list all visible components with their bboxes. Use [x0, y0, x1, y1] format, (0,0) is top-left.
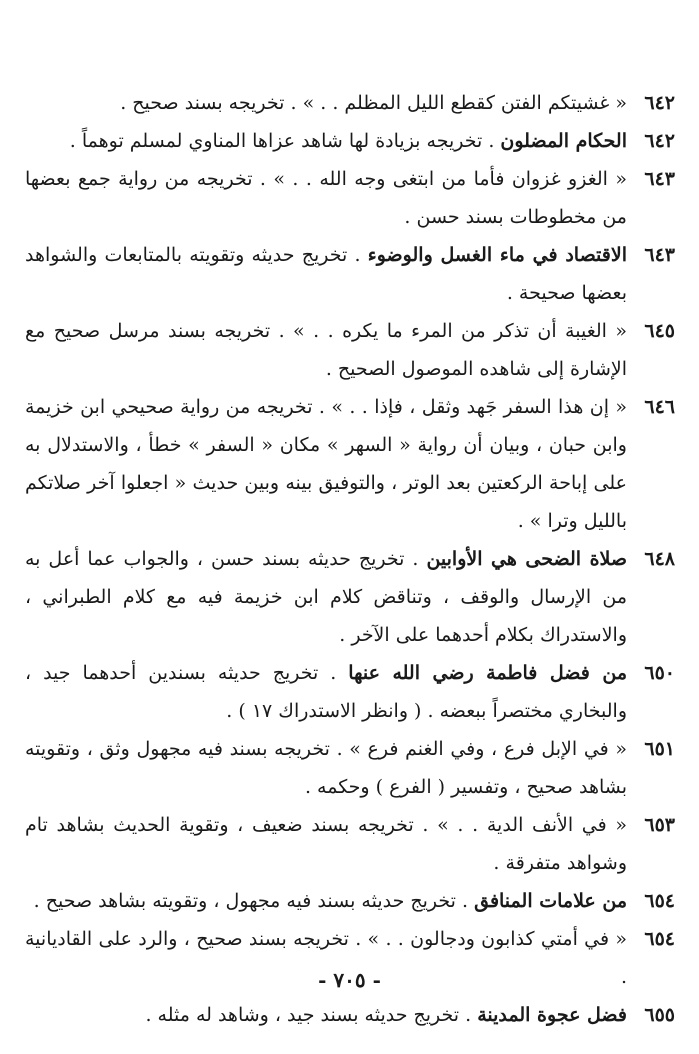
entry-text: [25, 730, 627, 806]
entry-heading: الحكام المضلون: [500, 130, 627, 152]
entry-description: . تخريج حديثه بسندين أحدهما جيد ، والبخاري مختصراً ببعضه . ( وانظر الاستدراك ١٧ ) .: [25, 662, 627, 722]
index-entry: [25, 236, 675, 312]
entry-number: ٦٥١: [644, 738, 675, 760]
entry-description: « غشيتكم الفتن كقطع الليل المظلم . . » . تخريجه بسند صحيح .: [120, 92, 627, 114]
entry-text: [25, 160, 627, 236]
entry-number: ٦٤٢: [644, 92, 675, 114]
index-entry: [25, 654, 675, 730]
entry-description: « الغيبة أن تذكر من المرء ما يكره . . » . تخريجه بسند مرسل صحيح مع الإشارة إلى شاهده الموصول الصحيح .: [25, 320, 627, 380]
entry-number: ٦٤٥: [644, 320, 675, 342]
page-number: - ٧٠٥ -: [318, 968, 381, 992]
entry-description: « في الإبل فرع ، وفي الغنم فرع » . تخريجه بسند فيه مجهول وثق ، وتقويته بشاهد صحيح ، وتفسير ( الفرع ) وحكمه .: [25, 738, 627, 798]
index-entry: [25, 882, 675, 920]
entry-text: [25, 996, 627, 1034]
entry-text: [25, 236, 627, 312]
index-entry: [25, 312, 675, 388]
entry-text: [25, 388, 627, 540]
entry-text: [25, 312, 627, 388]
entry-description: . تخريج حديثه بسند حسن ، والجواب عما أعل به من الإرسال والوقف ، وتناقض كلام ابن خزيمة فيه مع كلام الطبراني ، والاستدراك بكلام أحدهما على الآخر .: [25, 548, 627, 646]
entry-heading: من علامات المنافق: [474, 890, 627, 912]
entry-text: [25, 806, 627, 882]
index-entry: [25, 160, 675, 236]
entry-number: ٦٥٤: [644, 890, 675, 912]
entry-description: . تخريج حديثه بسند فيه مجهول ، وتقويته بشاهد صحيح .: [33, 890, 475, 912]
entry-number: ٦٤٣: [644, 168, 675, 190]
entry-description: . تخريج حديثه بسند جيد ، وشاهد له مثله .: [145, 1004, 478, 1026]
entry-text: [25, 540, 627, 654]
entry-description: « في أمتي كذابون ودجالون . . » . تخريجه بسند صحيح ، والرد على القاديانية .: [25, 928, 627, 988]
index-entry: [25, 540, 675, 654]
entry-text: [25, 84, 627, 122]
entry-description: . تخريجه بزيادة لها شاهد عزاها المناوي لمسلم توهماً .: [69, 130, 501, 152]
entry-number: ٦٤٢: [644, 130, 675, 152]
entry-number: ٦٥٥: [644, 1004, 675, 1026]
entry-number: ٦٤٦: [644, 396, 675, 418]
entry-heading: فضل عجوة المدينة: [477, 1004, 627, 1026]
entry-text: [25, 882, 627, 920]
entry-description: « الغزو غزوان فأما من ابتغى وجه الله . . » . تخريجه من رواية جمع بعضها من مخطوطات بسند حسن .: [25, 168, 627, 228]
entry-heading: من فضل فاطمة رضي الله عنها: [348, 662, 627, 684]
entry-number: ٦٥٣: [644, 814, 675, 836]
index-entry: [25, 806, 675, 882]
index-entry: [25, 996, 675, 1034]
entry-number: ٦٥٠: [644, 662, 675, 684]
entry-number: ٦٤٣: [644, 244, 675, 266]
entry-number: ٦٤٨: [644, 548, 675, 570]
index-entry: [25, 388, 675, 540]
entry-number: ٦٥٤: [644, 928, 675, 950]
entry-heading: صلاة الضحى هي الأوابين: [426, 548, 628, 570]
entry-text: [25, 654, 627, 730]
entry-description: « في الأنف الدية . . » . تخريجه بسند ضعيف ، وتقوية الحديث بشاهد تام وشواهد متفرقة .: [25, 814, 627, 874]
entry-description: . تخريج حديثه وتقويته بالمتابعات والشواهد بعضها صحيحة .: [25, 244, 627, 304]
index-entry: [25, 84, 675, 122]
index-entries: [25, 84, 675, 1034]
entry-heading: الاقتصاد في ماء الغسل والوضوء: [367, 244, 627, 266]
entry-description: « إن هذا السفر جَهد وثقل ، فإذا . . » . تخريجه من رواية صحيحي ابن خزيمة وابن حبان ، وبيان أن رواية « السهر » مكان « السفر » خطأ ، والاستدلال به على إباحة الركعتين بعد الوتر ، والتوفيق بينه وبين حديث « اجعلوا آخر صلاتكم بالليل وترا » .: [25, 396, 627, 532]
index-entry: [25, 730, 675, 806]
entry-text: [25, 122, 627, 160]
index-entry: [25, 122, 675, 160]
